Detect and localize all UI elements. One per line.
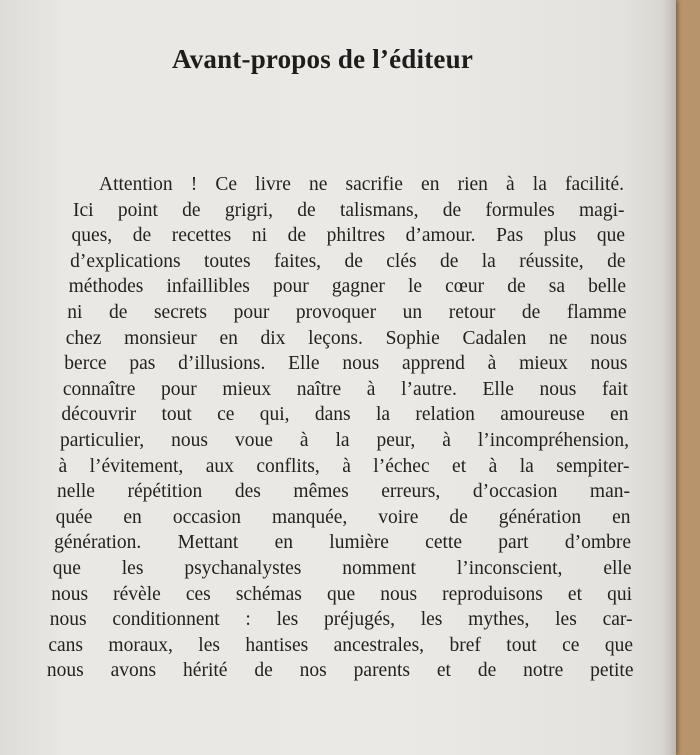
text-line: méthodes infaillibles pour gagner le cœur de sa belle — [68, 276, 626, 298]
text-line: Ici point de grigri, de talismans, de formules magi- — [73, 199, 625, 221]
text-line: nous avons hérité de nos parents et de notre petite — [46, 660, 634, 682]
page-title: Avant-propos de l’éditeur — [172, 44, 473, 74]
text-line: à l’évitement, aux conflits, à l’échec et à la sempiter- — [58, 455, 630, 477]
text-line: ques, de recettes ni de philtres d’amour. Pas plus que — [71, 225, 625, 247]
text-line: cans moraux, les hantises ancestrales, bref tout ce que — [48, 634, 633, 656]
text-line: chez monsieur en dix leçons. Sophie Cadalen ne nous — [65, 327, 627, 349]
text-line: Attention ! Ce livre ne sacrifie en rien à la facilité. — [99, 174, 624, 195]
page-edge — [660, 0, 676, 755]
text-line: quée en occasion manquée, voire de génération en — [55, 506, 631, 528]
text-line: que les psychanalystes nomment l’inconscient, elle — [52, 558, 632, 579]
text-line: berce pas d’illusions. Elle nous apprend à mieux nous — [64, 353, 628, 375]
text-line: découvrir tout ce qui, dans la relation amoureuse en — [61, 404, 629, 426]
text-line: nous conditionnent : les préjugés, les mythes, les car- — [49, 609, 633, 631]
text-line: nelle répétition des mêmes erreurs, d’occasion man- — [57, 481, 630, 503]
text-line: ni de secrets pour provoquer un retour de flamme — [67, 302, 627, 323]
text-line: génération. Mettant en lumière cette part d’ombre — [54, 532, 631, 554]
text-line: nous révèle ces schémas que nous reproduisons et qui — [51, 583, 632, 605]
text-line: connaître pour mieux naître à l’autre. Elle nous fait — [62, 378, 628, 400]
text-line: particulier, nous voue à la peur, à l’incompréhension, — [59, 430, 629, 451]
text-line: d’explications toutes faites, de clés de la réussite, de — [70, 250, 626, 272]
